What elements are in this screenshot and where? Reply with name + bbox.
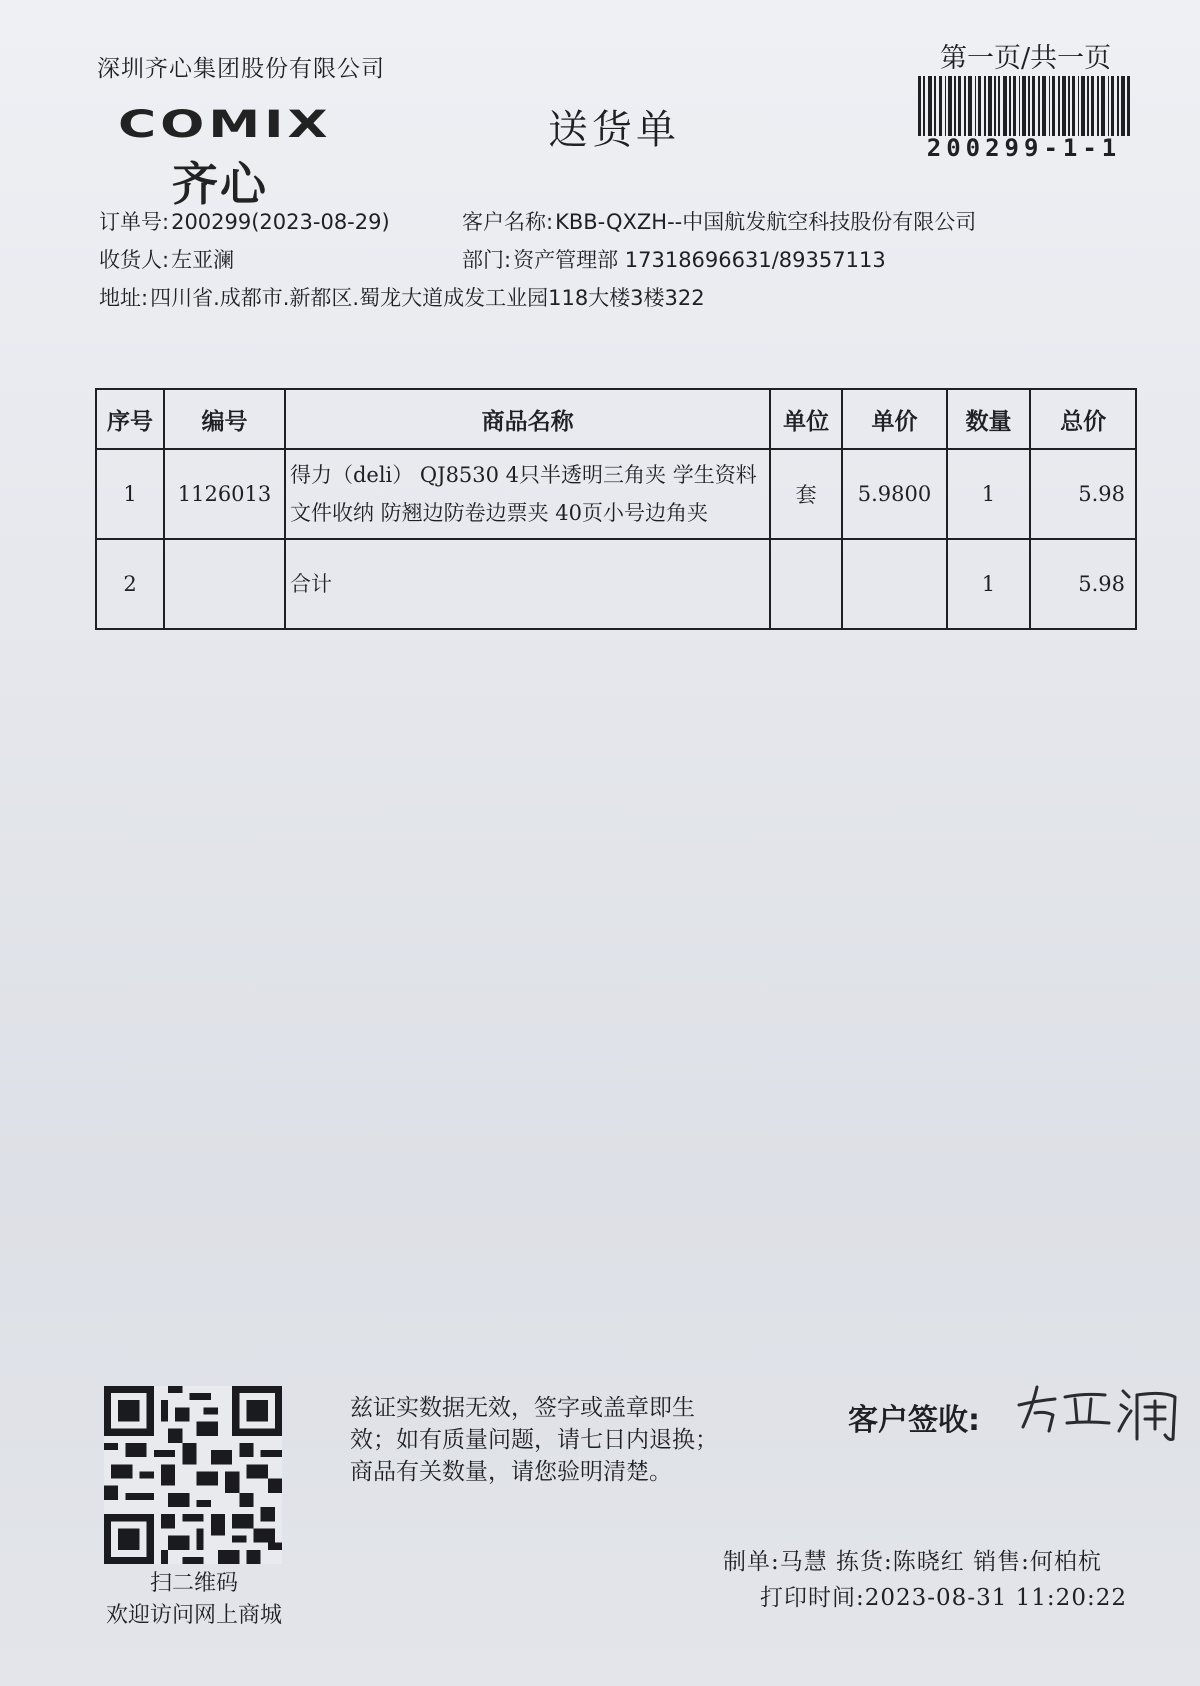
department-value: 资产管理部 17318696631/89357113 bbox=[513, 248, 886, 272]
receiver-label: 收货人: bbox=[99, 248, 170, 272]
product-name-line1: 合计 bbox=[289, 572, 332, 596]
order-number bbox=[99, 206, 390, 236]
receiver-value: 左亚澜 bbox=[171, 248, 235, 272]
cell-seq: 1 bbox=[96, 449, 164, 539]
cell-seq: 2 bbox=[96, 539, 164, 629]
address-value: 四川省.成都市.新都区.蜀龙大道成发工业园118大楼3楼322 bbox=[150, 286, 705, 310]
company-name: 深圳齐心集团股份有限公司 bbox=[97, 56, 385, 82]
signature-label: 客户签收: bbox=[848, 1403, 980, 1438]
address bbox=[99, 282, 705, 312]
header-seq: 序号 bbox=[96, 389, 164, 449]
notice-line2: 效；如有质量问题，请七日内退换； bbox=[350, 1427, 718, 1453]
cell-code: 1126013 bbox=[164, 449, 285, 539]
table-row bbox=[96, 449, 1136, 539]
customer-label: 客户名称: bbox=[462, 210, 554, 234]
barcode-icon bbox=[918, 76, 1130, 136]
header-total: 总价 bbox=[1030, 389, 1136, 449]
receiver bbox=[99, 244, 234, 274]
header-qty: 数量 bbox=[947, 389, 1030, 449]
cell-qty: 1 bbox=[947, 449, 1030, 539]
header-code: 编号 bbox=[164, 389, 285, 449]
department bbox=[462, 244, 886, 274]
table-header-row bbox=[96, 389, 1136, 449]
address-label: 地址: bbox=[99, 286, 149, 310]
cell-price: 5.9800 bbox=[842, 449, 947, 539]
customer-name bbox=[462, 206, 976, 236]
qr-caption bbox=[96, 1568, 292, 1632]
qr-caption-line1: 扫二维码 bbox=[149, 1571, 238, 1596]
qr-code-icon[interactable] bbox=[104, 1386, 282, 1564]
notice-line3: 商品有关数量，请您验明清楚。 bbox=[350, 1459, 672, 1485]
comix-logo-en: COMIX bbox=[118, 103, 332, 147]
department-label: 部门: bbox=[462, 248, 512, 272]
items-table bbox=[95, 388, 1137, 630]
customer-value: KBB-QXZH--中国航发航空科技股份有限公司 bbox=[555, 210, 977, 234]
cell-price bbox=[842, 539, 947, 629]
product-name-line1: 得力（deli） QJ8530 4只半透明三角夹 学生资料 bbox=[289, 463, 757, 487]
notice-text bbox=[350, 1392, 718, 1488]
handwritten-signature bbox=[1015, 1375, 1185, 1445]
cell-product-name bbox=[285, 539, 770, 629]
cell-unit bbox=[770, 539, 842, 629]
page-info: 第一页/共一页 bbox=[940, 43, 1112, 74]
staff-line: 制单:马慧 拣货:陈晓红 销售:何柏杭 bbox=[723, 1549, 1102, 1575]
cell-qty: 1 bbox=[947, 539, 1030, 629]
header-product-name: 商品名称 bbox=[285, 389, 770, 449]
comix-logo-cn: 齐心 bbox=[172, 157, 268, 211]
cell-unit: 套 bbox=[770, 449, 842, 539]
notice-line1: 兹证实数据无效，签字或盖章即生 bbox=[350, 1395, 695, 1421]
header-unit: 单位 bbox=[770, 389, 842, 449]
header-price: 单价 bbox=[842, 389, 947, 449]
table-row bbox=[96, 539, 1136, 629]
cell-code bbox=[164, 539, 285, 629]
cell-product-name bbox=[285, 449, 770, 539]
order-value: 200299(2023-08-29) bbox=[171, 210, 390, 234]
document-title: 送货单 bbox=[548, 107, 680, 153]
barcode-number: 200299-1-1 bbox=[926, 134, 1122, 162]
order-label: 订单号: bbox=[99, 210, 170, 234]
print-time: 打印时间:2023-08-31 11:20:22 bbox=[760, 1585, 1127, 1611]
cell-total: 5.98 bbox=[1030, 449, 1136, 539]
qr-caption-line2: 欢迎访问网上商城 bbox=[105, 1603, 282, 1628]
cell-total: 5.98 bbox=[1030, 539, 1136, 629]
product-name-line2: 文件收纳 防翘边防卷边票夹 40页小号边角夹 bbox=[289, 501, 709, 525]
